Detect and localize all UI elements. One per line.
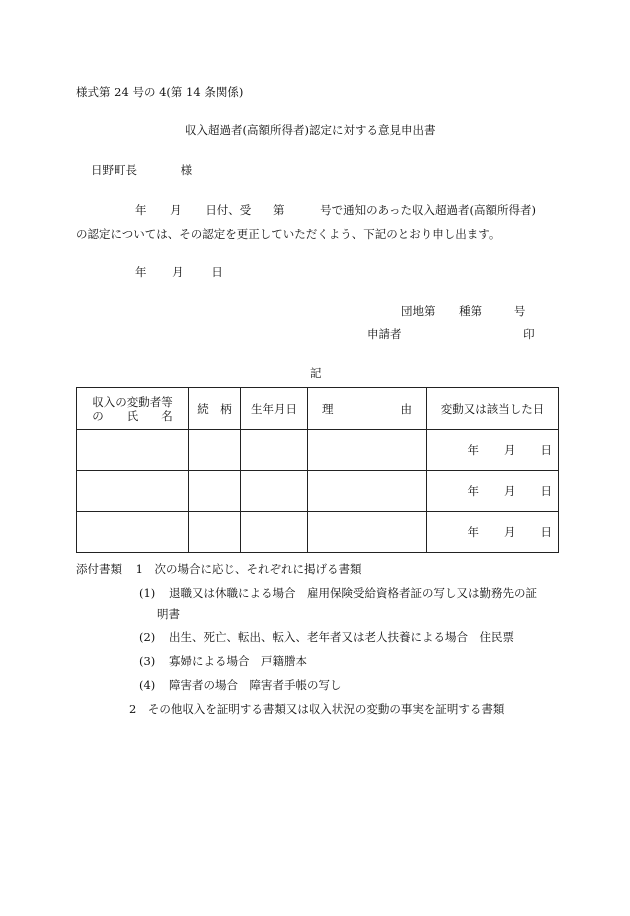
date-year-label: 年 (467, 525, 479, 539)
shu-label: 種第 (459, 304, 483, 318)
header-name (77, 388, 189, 430)
addressee-honorific: 様 (180, 163, 193, 177)
date-year: 年 (135, 265, 147, 279)
change-table (76, 387, 559, 553)
cell-relation[interactable] (189, 430, 241, 471)
header-relation: 続 柄 (189, 388, 241, 430)
sub-1-num: (1) (139, 586, 156, 600)
cell-name[interactable] (77, 512, 189, 553)
attachment-sub-4 (139, 676, 341, 694)
date-line (135, 264, 223, 280)
header-birthdate: 生年月日 (241, 388, 308, 430)
sub-2-num: (2) (139, 630, 156, 644)
cell-birthdate[interactable] (241, 512, 308, 553)
table-row (77, 471, 559, 512)
header-change-date: 変動又は該当した日 (427, 388, 559, 430)
date-month-label: 月 (504, 525, 516, 539)
applicant-danchi-line (401, 303, 525, 319)
attachment-sub-1 (139, 584, 537, 602)
cell-birthdate[interactable] (241, 430, 308, 471)
date-day: 日 (211, 265, 223, 279)
body-day-issued: 日付、受 (205, 203, 252, 217)
seal-mark: 印 (523, 327, 535, 341)
attachments-heading (76, 561, 361, 577)
header-reason-2: 由 (400, 401, 412, 416)
go-label: 号 (513, 304, 526, 318)
cell-name[interactable] (77, 430, 189, 471)
date-year-label: 年 (467, 484, 479, 498)
sub-2-text: 出生、死亡、転出、転入、老年者又は老人扶養による場合 住民票 (168, 630, 514, 644)
document-title: 収入超過者(高額所得者)認定に対する意見申出書 (185, 123, 436, 137)
sub-4-num: (4) (139, 678, 156, 692)
date-month: 月 (172, 265, 184, 279)
cell-name[interactable] (77, 471, 189, 512)
date-year-label: 年 (467, 443, 479, 457)
cell-change-date[interactable] (427, 471, 559, 512)
header-reason (308, 388, 427, 430)
table-row (77, 512, 559, 553)
addressee-name: 日野町長 (91, 163, 137, 177)
sub-3-text: 寡婦による場合 戸籍謄本 (168, 654, 307, 668)
body-month: 月 (170, 203, 182, 217)
body-rest: 号で通知のあった収入超過者(高額所得者) (320, 203, 536, 217)
cell-birthdate[interactable] (241, 471, 308, 512)
cell-relation[interactable] (189, 512, 241, 553)
attachment-sub-1-cont: 明書 (157, 607, 180, 621)
ki-heading: 記 (310, 366, 322, 380)
attachment-sub-2 (139, 628, 514, 646)
body-dai: 第 (272, 203, 285, 217)
sub-3-num: (3) (139, 654, 156, 668)
applicant-line (367, 326, 535, 342)
applicant-label: 申請者 (367, 327, 402, 341)
body-year: 年 (135, 203, 147, 217)
attachment-sub-3 (139, 652, 307, 670)
cell-reason[interactable] (308, 512, 427, 553)
cell-change-date[interactable] (427, 430, 559, 471)
header-name-line1: 収入の変動者等 (92, 394, 173, 409)
date-day-label: 日 (540, 484, 552, 498)
sub-1-text: 退職又は休職による場合 雇用保険受給資格者証の写し又は勤務先の証 (168, 586, 537, 600)
body-line-1 (135, 202, 536, 218)
header-reason-1: 理 (322, 401, 334, 416)
attachments-item-2: 2 その他収入を証明する書類又は収入状況の変動の事実を証明する書類 (129, 702, 505, 716)
addressee (91, 162, 192, 178)
cell-change-date[interactable] (427, 512, 559, 553)
date-day-label: 日 (540, 443, 552, 457)
attachments-item-1: 1 次の場合に応じ、それぞれに掲げる書類 (135, 562, 362, 576)
date-month-label: 月 (504, 443, 516, 457)
body-line-2: の認定については、その認定を更正していただくよう、下記のとおり申し出ます。 (76, 227, 501, 241)
date-month-label: 月 (504, 484, 516, 498)
cell-reason[interactable] (308, 471, 427, 512)
cell-relation[interactable] (189, 471, 241, 512)
table-row (77, 430, 559, 471)
attachments-label: 添付書類 (76, 562, 122, 576)
header-name-line2: の 氏 名 (92, 408, 173, 423)
cell-reason[interactable] (308, 430, 427, 471)
form-number: 様式第 24 号の 4(第 14 条関係) (76, 85, 244, 99)
table-header-row (77, 388, 559, 430)
date-day-label: 日 (540, 525, 552, 539)
danchi-label: 団地第 (401, 304, 436, 318)
sub-4-text: 障害者の場合 障害者手帳の写し (168, 678, 342, 692)
